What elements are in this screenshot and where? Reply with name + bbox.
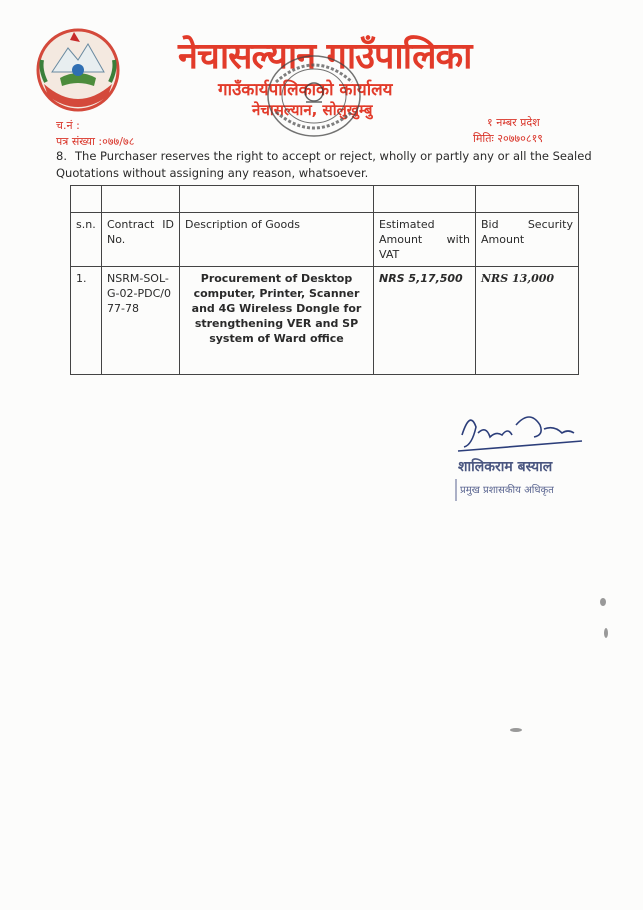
- clause-text: The Purchaser reserves the right to accept or reject, wholly or partly any or all the Sealed Quotations without assigning any reason, whatsoever.: [56, 149, 592, 180]
- signature-block: [450, 405, 590, 505]
- table-row: [71, 267, 579, 375]
- province-label: १ नम्बर प्रदेश: [487, 116, 540, 129]
- table-spacer-row: [71, 186, 579, 213]
- header-sn: s.n.: [71, 213, 102, 267]
- scan-speck: [510, 728, 522, 732]
- office-location: नेचासल्यान, सोलुखुम्बु: [252, 101, 373, 119]
- office-sub-title: गाउँकार्यपालिकाको कार्यालय: [218, 80, 393, 100]
- handwritten-signature: [458, 417, 582, 451]
- header-contract-id: Contract ID No.: [102, 213, 180, 267]
- row-bid-security: NRS 13,000: [476, 267, 579, 375]
- letter-date: मितिः २०७७०८१९: [473, 132, 544, 145]
- signatory-title: प्रमुख प्रशासकीय अधिकृत: [460, 485, 554, 496]
- table-header-row: [71, 213, 579, 267]
- scan-speck: [600, 598, 606, 606]
- row-contract-id: NSRM-SOL-G-02-PDC/077-78: [102, 267, 180, 375]
- official-stamp: [262, 52, 366, 140]
- header-bid-security: Bid Security Amount: [476, 213, 579, 267]
- header-description: Description of Goods: [180, 213, 374, 267]
- scan-speck: [604, 628, 608, 638]
- clause-number: 8.: [56, 149, 67, 163]
- nepal-emblem-logo: [30, 24, 126, 116]
- row-estimated-amount: NRS 5,17,500: [374, 267, 476, 375]
- clause-8: [56, 148, 596, 182]
- office-name: नेचासल्यान गाउँपालिका: [178, 36, 472, 77]
- row-description: Procurement of Desktop computer, Printer, Scanner and 4G Wireless Dongle for strengthening VER and SP system of Ward office: [180, 267, 374, 375]
- header-estimated-amount: Estimated Amount with VAT: [374, 213, 476, 267]
- signatory-name: शालिकराम बस्याल: [458, 459, 553, 475]
- quotation-table: [70, 185, 579, 375]
- dispatch-number-label: च.नं :: [56, 119, 80, 132]
- row-sn: 1.: [71, 267, 102, 375]
- letter-number: पत्र संख्या :०७७/७८: [56, 135, 135, 148]
